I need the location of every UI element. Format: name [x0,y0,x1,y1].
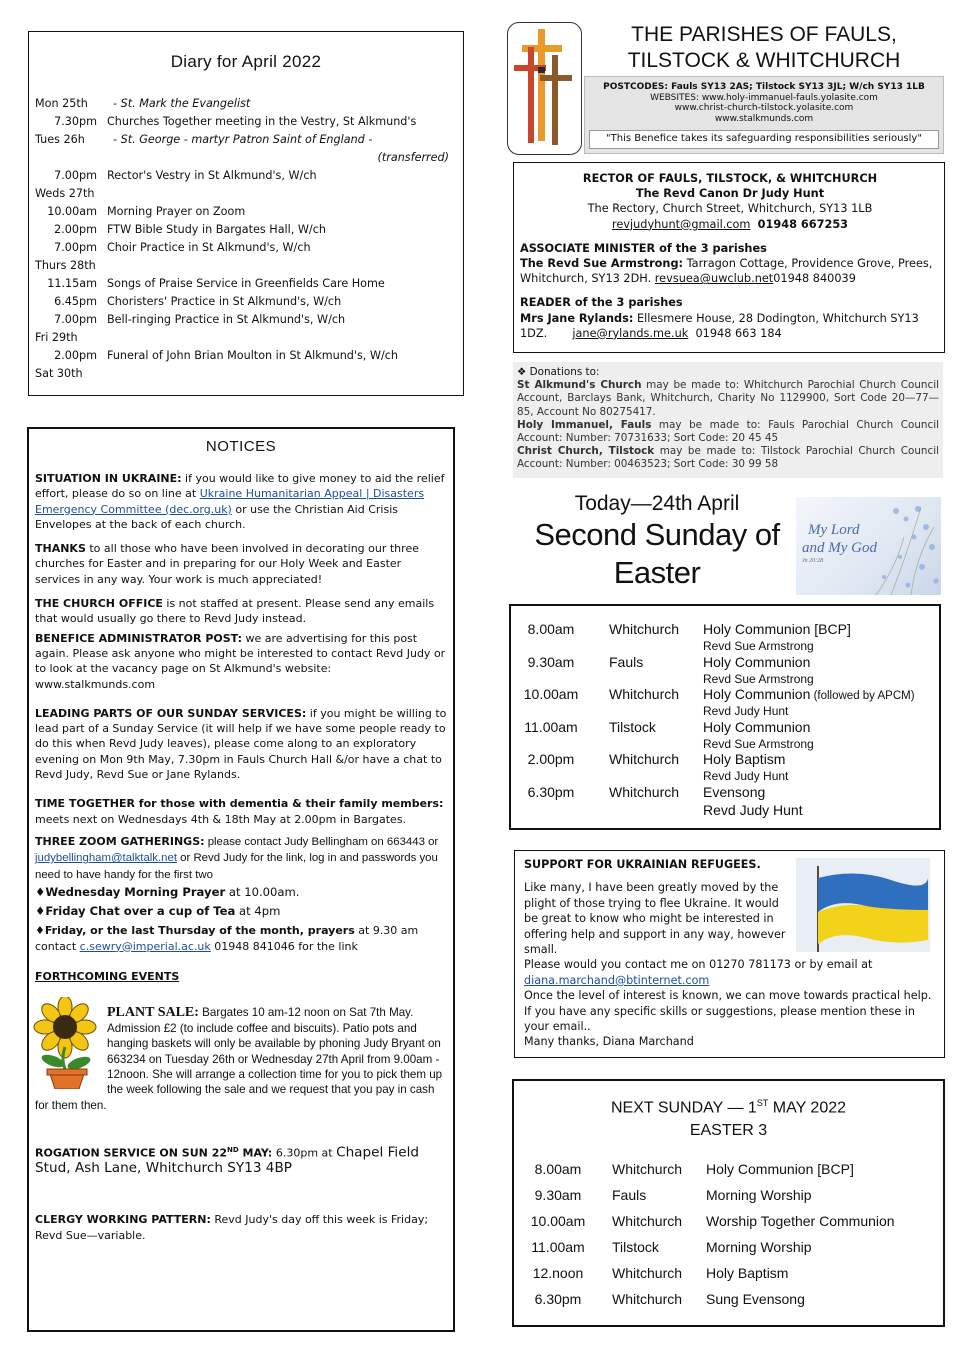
rector-name: The Revd Canon Dr Judy Hunt [635,187,825,201]
service-place: Fauls [609,653,644,670]
service-note: (followed by APCM) [810,690,915,702]
rector-heading: RECTOR OF FAULS, TILSTOCK, & WHITCHURCH [582,172,878,185]
diary-day: Fri 29th [35,331,78,344]
today-date: Today—24th April [574,492,740,515]
next-service-time: 9.30am [534,1187,582,1203]
notice-zoom [35,834,449,883]
service-name-group [703,719,810,735]
zoom-item-time: at 9.30 am contact [35,924,419,953]
reader-heading: READER of the 3 parishes [520,296,683,310]
next-service-time: 12.noon [532,1265,584,1281]
diary-line [35,149,455,167]
service-name: Holy Communion [BCP] [703,621,851,637]
rector-box [513,162,945,353]
notice-heading: THANKS [35,542,86,556]
service-minister: Revd Sue Armstrong [703,671,814,686]
diary-time: 2.00pm [54,223,97,236]
notice-text: if you would like to give money to aid the relief effort, please do so on line at [35,472,445,501]
next-service-name: Holy Baptism [706,1265,789,1281]
donation-christ-church [517,445,939,471]
zoom-item-time: at 10.00am. [225,884,300,899]
service-place: Whitchurch [609,686,680,702]
next-sunday-heading-sup: ST [756,1098,769,1108]
next-service-name: Worship Together Communion [706,1213,895,1229]
diary-line [35,257,455,275]
notice-text: meets next on Wednesdays 4th & 18th May at 2.00pm in Bargates. [35,812,407,826]
website-3[interactable]: www.stalkmunds.com [714,113,814,124]
associate-email-link[interactable]: revsuea@uwclub.net [654,272,774,286]
service-time: 2.00pm [527,751,575,767]
zoom-item-label: ♦Friday, or the last Thursday of the month, prayers [35,924,355,938]
refugees-signoff: Many thanks, Diana Marchand [524,1035,694,1049]
plant-sale-heading: PLANT SALE: [107,1005,199,1021]
refugees-heading: SUPPORT FOR UKRAINIAN REFUGEES. [524,858,761,871]
zoom-item-label: ♦Wednesday Morning Prayer [35,884,226,899]
diary-text: Funeral of John Brian Moulton in St Alkmund's, W/ch [107,349,398,362]
service-name-group [703,751,785,767]
next-sunday-heading-text: MAY 2022 [768,1099,847,1117]
service-name: Holy Communion [703,653,811,670]
next-sunday-heading [514,1098,943,1117]
zoom-item-text: 01948 841046 for the link [210,939,358,953]
safeguarding-quote: "This Benefice takes its safeguarding responsibilities seriously" [589,130,939,149]
today-heading [512,492,802,592]
plant-sale [35,1005,449,1113]
diary-line [35,347,455,365]
diary-time: 11.15am [47,277,97,290]
notice-office [35,596,449,627]
next-service-name: Morning Worship [706,1239,812,1255]
diary-text: - St. George - martyr Patron Saint of England - [113,133,373,146]
rector-phone: 01948 667253 [757,217,849,231]
service-name: Holy Baptism [703,751,786,767]
diary-box [28,31,464,396]
reader-name: Mrs Jane Rylands: [520,311,634,325]
reader-email-link[interactable]: jane@rylands.me.uk [572,326,689,340]
diary-lines [35,95,455,383]
dec-appeal-link[interactable]: Ukraine Humanitarian Appeal | Disasters Emergency Committee (dec.org.uk) [35,487,425,516]
diary-day: Weds 27th [35,187,95,200]
donation-text: may be made to: Tilstock Parochial Church Council Account: Number: 00463523; Sort Code: 30 99 58 [517,445,939,471]
sewry-email-link[interactable]: c.sewry@imperial.ac.uk [79,939,211,953]
notice-heading: TIME TOGETHER for those with dementia & their family members: [35,797,444,811]
today-title-line2: Easter [613,555,701,590]
next-service-place: Whitchurch [612,1213,683,1229]
service-name-group [703,686,915,702]
donation-text: may be made to: Fauls Parochial Church Council Account: Number: 70731633; Sort Code: 20 45 45 [517,418,939,445]
church-name: Holy Immanuel, Fauls [517,418,652,431]
service-minister: Revd Sue Armstrong [703,736,814,751]
notice-time-together [35,796,449,827]
notice-admin [35,631,449,692]
service-name: Evensong [703,783,766,800]
donations-box [513,362,943,478]
card-text-1: My Lord [808,522,860,538]
diary-time: 7.00pm [54,241,97,254]
service-time: 11.00am [524,718,578,735]
notice-text: Bargates 10 am-12 noon on Sat 7th May. Admission £2 (to include coffee and biscuits). Patio pots and hanging baskets will only be available by phoning Judy Bryant on 663234 on Tuesday 26th or Wednesday 27th April from 9.00am - 12noon. She will arrange a collection time for you to pick them up the week following the sale and we request that you pay in cash for them then. [35,1006,443,1112]
diary-line [35,167,455,185]
church-name: Christ Church, Tilstock [517,445,655,458]
notice-ukraine [35,471,449,532]
parish-title-line2: TILSTOCK & WHITCHURCH [627,49,901,72]
notice-heading: LEADING PARTS OF OUR SUNDAY SERVICES: [35,706,307,720]
rector-email-link[interactable]: revjudyhunt@gmail.com [611,217,751,231]
sunflower-icon [31,997,103,1089]
judy-bellingham-email-link[interactable]: judybellingham@talktalk.net [35,852,177,865]
zoom-item-label: ♦Friday Chat over a cup of Tea [35,904,236,919]
notice-heading: MAY: [238,1146,273,1160]
diary-time: 7.00pm [54,313,97,326]
notice-text: we are advertising for this post again. Please ask anyone who might be interested to contact Revd Judy or to look at the vacancy page on St Alkmund's website: www.stalkmunds.com [35,631,446,691]
forthcoming-events-heading: FORTHCOMING EVENTS [35,970,180,984]
diary-text: FTW Bible Study in Bargates Hall, W/ch [107,223,326,236]
notice-clergy [35,1212,449,1243]
donation-text: may be made to: Whitchurch Parochial Church Council Account, Barclays Bank, Whitchurch, Charity No 1129900, Sort Code 20—77—85, Account No 80275417. [517,379,939,418]
next-sunday-heading-text: NEXT SUNDAY — 1 [610,1099,757,1117]
notice-heading: ROGATION SERVICE ON SUN 22 [35,1146,228,1160]
refugees-text: Once the level of interest is known, we can move towards practical help. If you have any specific skills or suggestions, please mention these in your email.. [524,989,932,1034]
service-name: Holy Communion [703,686,811,702]
parish-info [584,76,944,154]
diary-line [35,203,455,221]
diary-time: 10.00am [47,205,97,218]
service-place: Whitchurch [609,751,680,767]
crosses-icon [508,23,580,153]
notice-text: or use the Christian Aid Crisis Envelopes at the back of each church. [35,502,398,531]
donations-heading: ❖ Donations to: [517,366,600,378]
service-minister: Revd Sue Armstrong [703,639,814,653]
parish-title [586,22,942,74]
diary-line [35,293,455,311]
diary-line [35,221,455,239]
service-time: 10.00am [523,686,579,702]
diary-line [35,113,455,131]
zoom-item-friday [35,904,449,919]
service-place: Tilstock [609,718,656,735]
notice-text: is not staffed at present. Please send any emails that would usually go there to Revd Judy instead. [35,597,435,626]
diary-day: Tues 26h [35,133,85,146]
service-minister: Revd Judy Hunt [703,801,803,818]
zoom-item-wednesday [35,885,449,900]
associate-heading: ASSOCIATE MINISTER of the 3 parishes [520,241,767,255]
notice-text: if you might be willing to lead part of a Sunday Service (it will help if we have some people ready to do this when Revd Judy leaves), please come along to an exploratory evening on Mon 9th May, 7.30pm in Fauls Church Hall &/or have a chat to Revd Judy, Revd Sue or Jane Rylands. [35,706,447,782]
notice-heading: THE CHURCH OFFICE [35,597,163,611]
today-title-line1: Second Sunday of [534,517,780,552]
service-minister: Revd Judy Hunt [703,769,789,783]
diary-text: Churches Together meeting in the Vestry, St Alkmund's [107,115,417,128]
diana-email-link[interactable]: diana.marchand@btinternet.com [524,973,710,987]
diary-day: Sat 30th [35,367,83,380]
parish-title-line1: THE PARISHES OF FAULS, [631,23,897,46]
associate-phone: 01948 840039 [773,272,856,286]
refugees-text: Like many, I have been greatly moved by the plight of those trying to flee Ukraine. It would be great to know who might be interested in offering help and support in any way, however small. [524,881,786,957]
my-lord-card-image [796,497,941,595]
diary-text: Choristers' Practice in St Alkmund's, W/ch [107,295,342,308]
service-name: Holy Communion [703,718,811,735]
diary-line [35,95,455,113]
notice-heading: CLERGY WORKING PATTERN: [35,1213,211,1227]
diary-line [35,131,455,149]
service-minister: Revd Judy Hunt [703,704,789,718]
service-time: 9.30am [527,653,575,670]
notice-text: Chapel Field Stud, Ash Lane, Whitchurch SY13 4BP [35,1144,419,1177]
diary-line [35,239,455,257]
diary-text: Rector's Vestry in St Alkmund's, W/ch [107,169,317,182]
next-service-place: Whitchurch [612,1161,683,1177]
reader-phone: 01948 663 184 [688,326,782,340]
website-1[interactable]: WEBSITES: www.holy-immanuel-fauls.yolasite.com [650,92,878,103]
next-service-time: 10.00am [530,1213,586,1229]
next-service-place: Whitchurch [612,1291,683,1307]
donation-holy-immanuel [517,419,939,445]
diary-line [35,365,455,383]
diary-line [35,311,455,329]
next-service-time: 6.30pm [534,1291,582,1307]
diary-text: Morning Prayer on Zoom [107,205,246,218]
next-service-time: 11.00am [531,1239,585,1255]
service-time: 8.00am [527,621,575,637]
notice-heading-sup: ND [227,1146,239,1155]
next-service-name: Morning Worship [706,1187,812,1203]
notice-text: 6.30pm at [272,1146,337,1160]
associate-name: The Revd Sue Armstrong: [520,257,684,271]
notices-body [35,471,449,1243]
rector-address: The Rectory, Church Street, Whitchurch, SY13 1LB [587,202,873,216]
diary-line [35,275,455,293]
diary-day: Mon 25th [35,97,88,110]
notice-text: please contact Judy Bellingham on 663443 or [204,835,439,848]
reader-address: Ellesmere House, 28 Dodington, Whitchurch SY13 1DZ. [520,311,923,340]
zoom-item-prayers [35,923,449,954]
services-box [509,604,941,830]
card-text-3: Jn 20:28 [802,558,824,564]
next-service-place: Tilstock [612,1239,659,1255]
next-sunday-subheading: EASTER 3 [689,1122,768,1139]
next-service-place: Whitchurch [612,1265,683,1281]
postcodes: POSTCODES: Fauls SY13 2AS; Tilstock SY13 3JL; W/ch SY13 1LB [603,82,925,92]
notices-title: NOTICES [205,438,277,455]
crosses-logo [507,22,582,155]
refugees-text: Please would you contact me on 01270 781173 or by email at [524,958,873,972]
diary-line [35,185,455,203]
ukraine-flag-icon [796,858,930,952]
service-time: 6.30pm [527,783,575,800]
donation-st-alkmunds [517,379,939,419]
next-service-name: Holy Communion [BCP] [706,1161,854,1177]
service-name-group [703,654,810,670]
diary-text: Songs of Praise Service in Greenfields Care Home [107,277,385,290]
notice-heading: THREE ZOOM GATHERINGS: [35,834,205,848]
flag-svg [796,858,930,952]
next-service-place: Fauls [612,1187,647,1203]
church-name: St Alkmund's Church [517,379,642,392]
next-service-name: Sung Evensong [706,1291,805,1307]
associate-address: Tarragon Cottage, Providence Grove, Prees, Whitchurch, SY13 2DH. [520,257,933,286]
diary-time: 7.00pm [54,169,97,182]
notice-text: to all those who have been involved in decorating our three churches for Easter and in preparing for our Holy Week and Easter services in any way. Your work is much appreciated! [35,542,419,586]
notice-leading [35,706,449,782]
service-name-group [703,621,851,637]
notice-rogation [35,1143,449,1176]
diary-text: Bell-ringing Practice in St Alkmund's, W/ch [107,313,346,326]
diary-title: Diary for April 2022 [170,52,322,71]
notice-heading: SITUATION IN UKRAINE: [35,472,182,485]
diary-day: Thurs 28th [35,259,96,272]
diary-time: 7.30pm [54,115,97,128]
zoom-item-time: at 4pm [235,904,281,919]
next-sunday-box [512,1079,945,1327]
diary-text: Choir Practice in St Alkmund's, W/ch [107,241,311,254]
notice-text: or Revd Judy for the link, log in and passwords you need to have handy for the first two [35,852,438,881]
diary-line [35,329,455,347]
diary-time: 6.45pm [54,295,97,308]
service-name-group [703,784,765,800]
service-place: Whitchurch [609,621,680,637]
card-text-2: and My God [802,540,877,556]
diary-text: - St. Mark the Evangelist [113,97,251,110]
notice-text: Revd Judy's day off this week is Friday; Revd Sue—variable. [35,1213,429,1242]
next-service-time: 8.00am [534,1161,582,1177]
diary-time: 2.00pm [54,349,97,362]
notice-heading: BENEFICE ADMINISTRATOR POST: [35,631,242,645]
diary-text: (transferred) [377,151,449,164]
website-2[interactable]: www.christ-church-tilstock.yolasite.com [674,103,854,113]
service-place: Whitchurch [609,783,680,800]
notice-thanks [35,541,449,587]
notices-box [27,427,455,1332]
